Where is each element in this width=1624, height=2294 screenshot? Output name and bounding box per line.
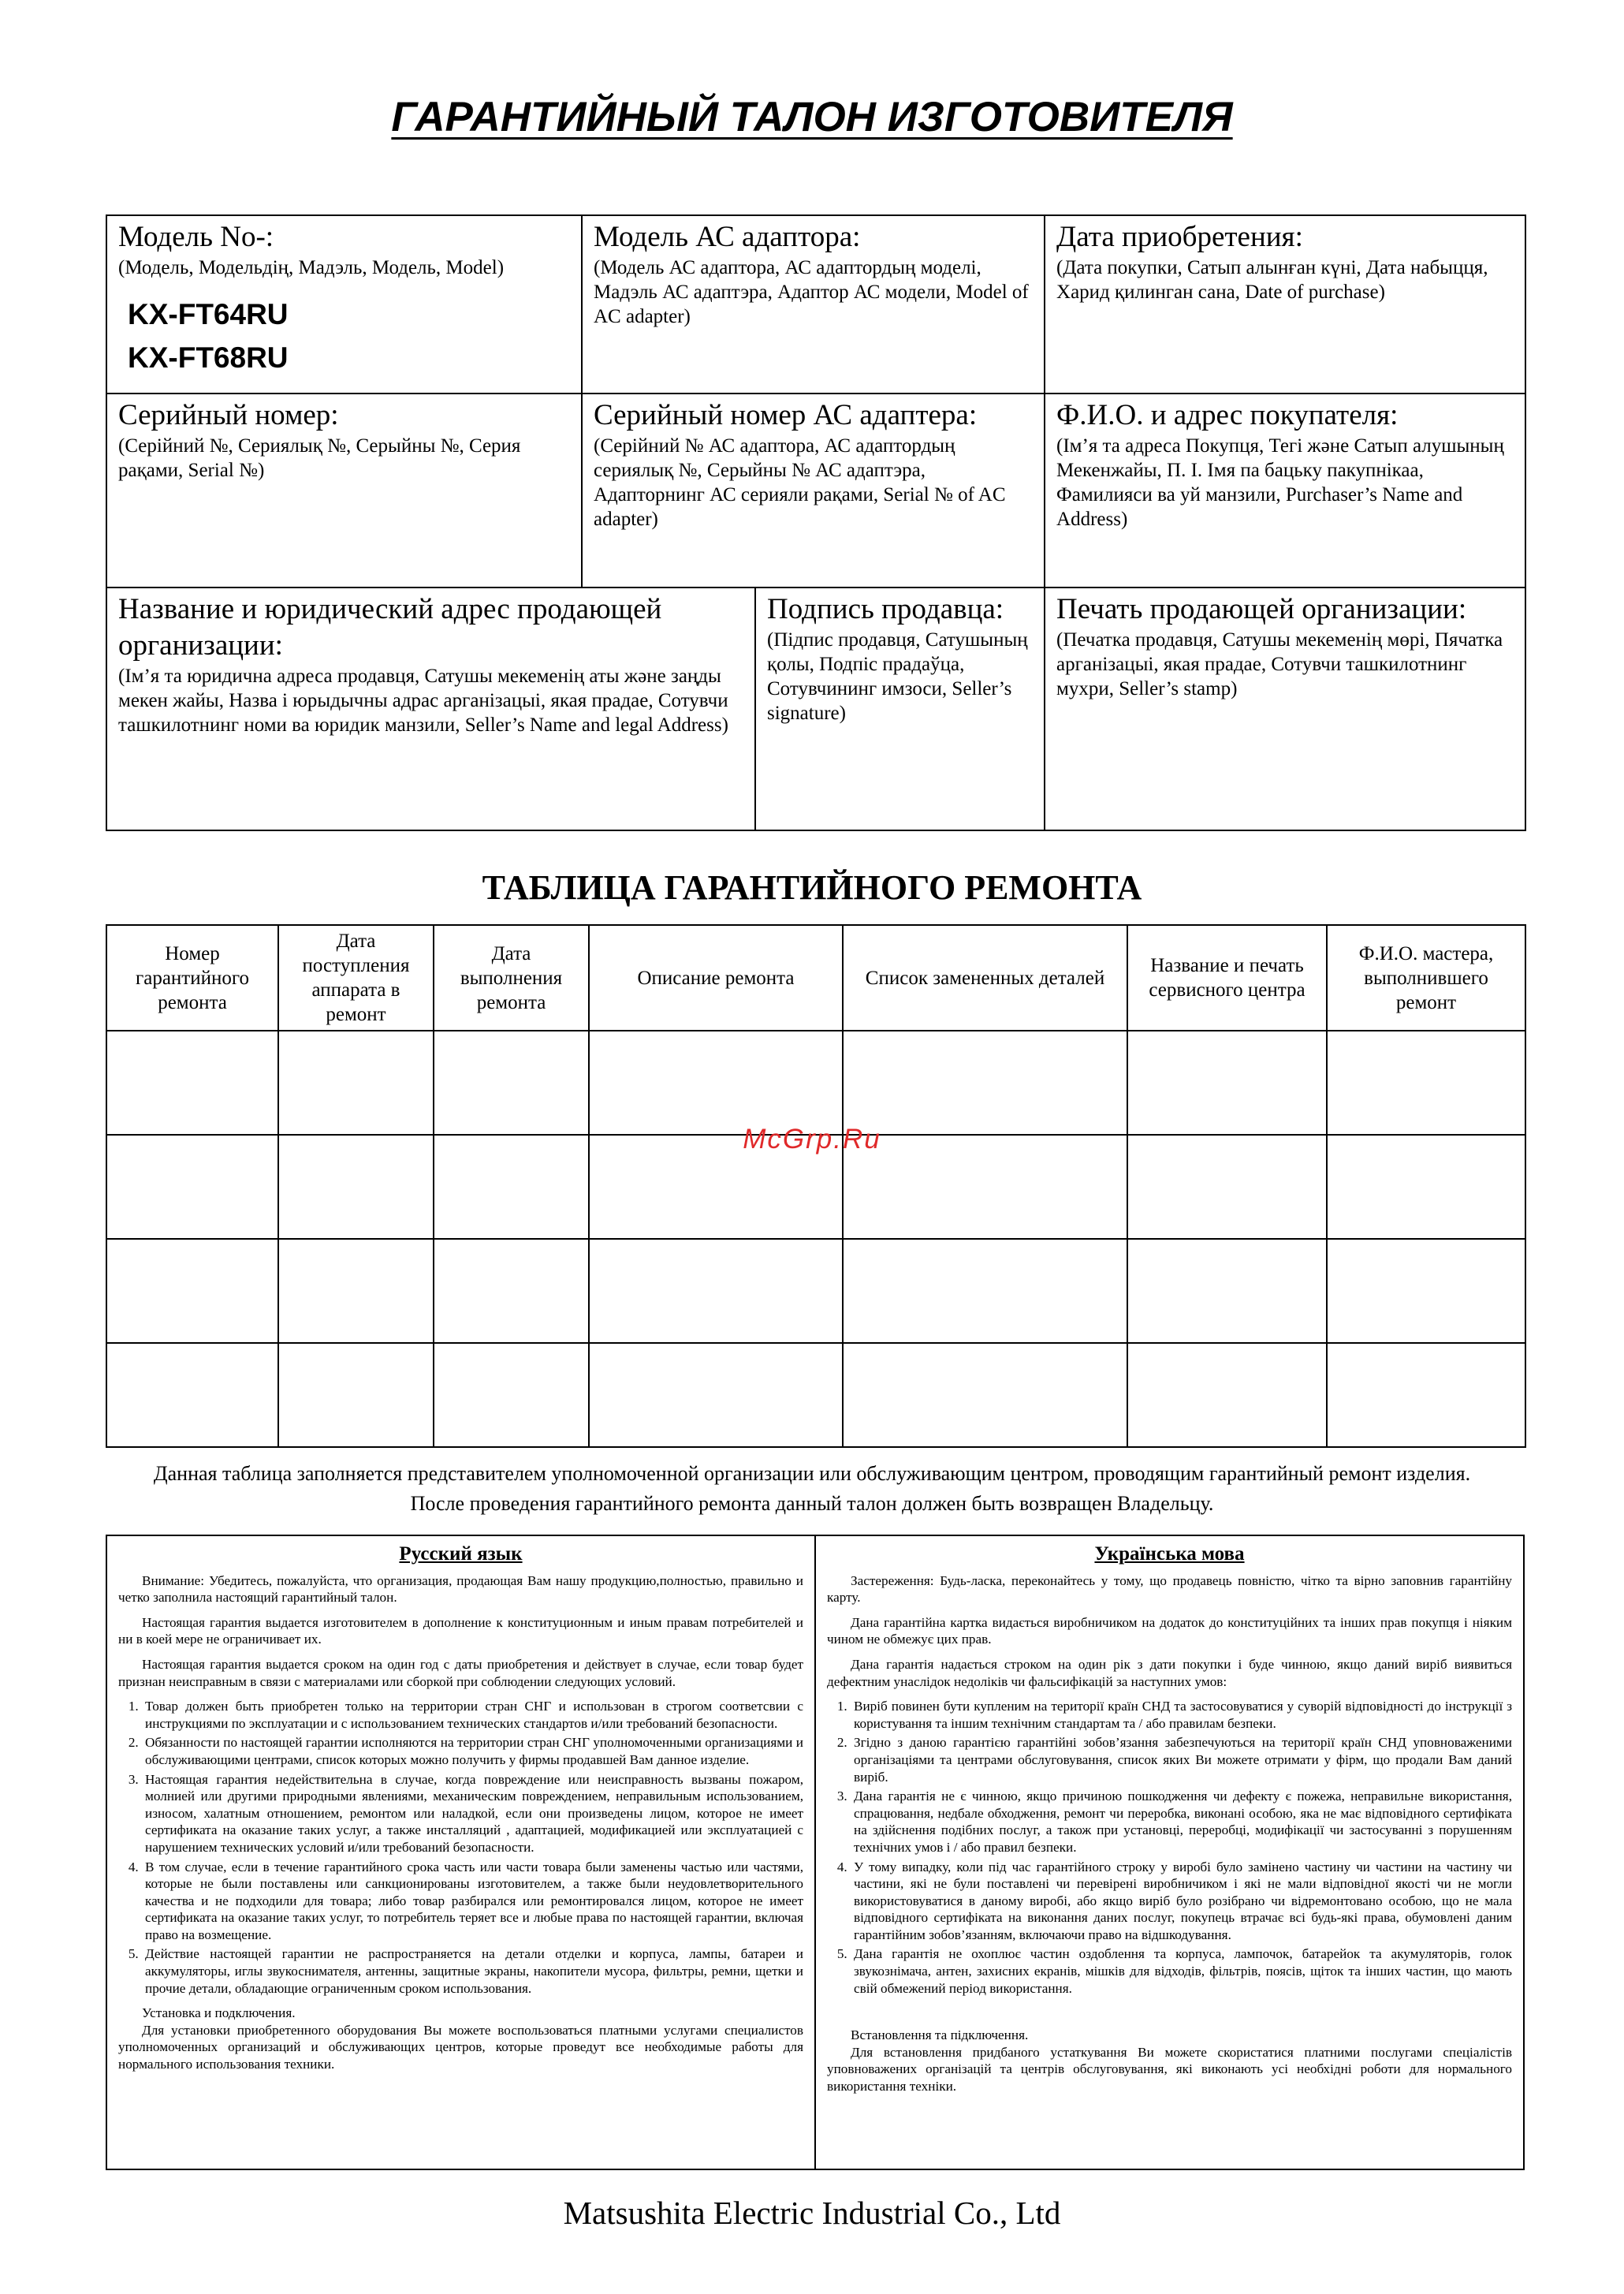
seller-name-cell — [106, 587, 755, 830]
russian-terms — [107, 1536, 814, 2169]
purchase-date-cell — [1045, 215, 1525, 394]
serial-subtitle: (Серійний №, Сериялық №, Серыйны №, Серия рақами, Serial №) — [118, 435, 521, 481]
manufacturer-footer: Matsushita Electric Industrial Co., Ltd — [563, 2195, 1061, 2231]
table-cell[interactable] — [589, 1239, 843, 1343]
seller-name-title: Название и юридический адрес продающей организации: — [118, 593, 662, 662]
note-line: После проведения гарантийного ремонта данный талон должен быть возвращен Владельцу. — [410, 1492, 1214, 1515]
seller-name-subtitle: (Ім’я та юридична адреса продавця, Сатушы мекеменің аты және заңды мекен жайы, Назва і юрыдычны адрас арганізацыі, якая прадае, Сотувчи ташкилотнинг номи ва юридик манзили, Seller’s Name and legal Address) — [118, 666, 728, 736]
model-subtitle: (Модель, Модельдің, Мадэль, Модель, Model) — [118, 257, 505, 278]
table-cell[interactable] — [278, 1239, 434, 1343]
table-cell[interactable] — [434, 1343, 589, 1447]
list-item: 3. Дана гарантія не є чинною, якщо причиною пошкодження чи дефекту є пожежа, неправильне використання, спрацювання, недбале обходження, ремонт чи переробка, виконані особою, яка не має відповідного сертифіката на здійснення подібних послуг, а також при установці, переробці, модифікації чи застосуванні з порушенням технічних умов і / або правил безпеки. — [851, 1788, 1512, 1856]
header-received-date: Дата поступления аппарата в ремонт — [278, 925, 434, 1031]
ac-serial-cell — [582, 394, 1045, 587]
install-title: Встановлення та підключення. — [851, 2027, 1029, 2043]
paragraph: Внимание: Убедитесь, пожалуйста, что организация, продающая Вам нашу продукцию,полностью, правильно и четко заполнила настоящий гарантийный талон. — [118, 1572, 803, 1606]
paragraph: Дана гарантія надається строком на один рік з дати покупки і буде чинною, якщо даний виріб виявиться дефектним унаслідок недоліків чи фальсифікацій за наступних умов: — [827, 1656, 1512, 1689]
table-cell[interactable] — [1127, 1031, 1327, 1135]
install-text: Для встановлення придбаного устаткування Ви можете скористатися платними послугами спеціалістів уповноважених організацій та центрів обслуговування, які виконають усі необхідні роботи для нормального використання техніки. — [827, 2044, 1512, 2094]
document-title: ГАРАНТИЙНЫЙ ТАЛОН ИЗГОТОВИТЕЛЯ — [391, 94, 1233, 140]
list-item: 1. Виріб повинен бути купленим на території країн СНД та застосовуватися у суворій відповідності до інструкції з користування та іншим технічним стандартам та / або правилам безпеки. — [851, 1698, 1512, 1732]
list-item: 4. В том случае, если в течение гарантийного срока часть или части товара были заменены частью или частями, которые не были поставлены или санкционированы изготовителем, а также были неудовлетворительного качества и не подходили для товара; либо товар разбирался или ремонтировался лицом, которое не имеет сертификата на оказание таких услуг, то потребитель теряет все и любые права по настоящей гарантии, включая право на возмещение. — [142, 1859, 803, 1944]
model-values — [118, 293, 570, 379]
ac-model-subtitle: (Модель АС адаптора, АС адаптордың моделі, Мадэль АС адаптэра, Адаптор АС модели, Model of AC adapter) — [594, 257, 1029, 327]
install-title: Установка и подключения. — [142, 2005, 296, 2021]
warranty-info-table — [106, 214, 1526, 831]
seller-signature-title: Подпись продавца: — [767, 593, 1004, 625]
header-repair-number: Номер гарантийного ремонта — [106, 925, 278, 1031]
repair-table-note — [0, 1459, 1624, 1519]
seller-stamp-title: Печать продающей организации: — [1056, 593, 1467, 625]
buyer-subtitle: (Ім’я та адреса Покупця, Тегі және Сатып алушының Мекенжайы, П. І. Імя па бацьку пакупнікаа, Фамилияси ва уй манзили, Purchaser’s Name and Address) — [1056, 435, 1504, 530]
serial-cell — [106, 394, 582, 587]
model-cell — [106, 215, 582, 394]
conditions-list — [118, 1698, 803, 1997]
table-cell[interactable] — [278, 1343, 434, 1447]
install-text: Для установки приобретенного оборудования Вы можете воспользоваться платными услугами специалистов уполномоченных организаций и обслуживающих центров, которые проведут все необходимые работы для нормального использования техники. — [118, 2022, 803, 2072]
model-value: KX-FT68RU — [128, 341, 289, 374]
table-cell[interactable] — [589, 1031, 843, 1135]
table-cell[interactable] — [1327, 1031, 1525, 1135]
table-cell[interactable] — [843, 1031, 1127, 1135]
seller-signature-subtitle: (Підпис продавця, Сатушының қолы, Подпіс прадаўца, Сотувчининг имзоси, Seller’s signature) — [767, 629, 1028, 724]
ukrainian-terms — [814, 1536, 1523, 2169]
table-cell[interactable] — [1127, 1343, 1327, 1447]
paragraph: Настоящая гарантия выдается изготовителем в дополнение к конституционным и иным правам потребителей и ни в коей мере не ограничивает их. — [118, 1614, 803, 1647]
conditions-list — [827, 1698, 1512, 1997]
header-repair-description: Описание ремонта — [589, 925, 843, 1031]
ac-serial-subtitle: (Серійний № АС адаптора, АС адаптордың сериялық №, Серыйны № АС адаптэра, Адапторнинг АС серияли рақами, Serial № of AC adapter) — [594, 435, 1006, 530]
ac-model-cell — [582, 215, 1045, 394]
table-row — [106, 1239, 1525, 1343]
table-cell[interactable] — [843, 1239, 1127, 1343]
seller-stamp-subtitle: (Печатка продавця, Сатушы мекеменің мөрі, Пячатка арганізацыі, якая прадае, Сотувчи ташкилотнинг мухри, Seller’s stamp) — [1056, 629, 1503, 699]
purchase-date-subtitle: (Дата покупки, Сатып алынған күні, Дата набыцця, Харид қилинган сана, Date of purchase) — [1056, 257, 1488, 303]
buyer-cell — [1045, 394, 1525, 587]
serial-title: Серийный номер: — [118, 399, 339, 431]
table-cell[interactable] — [106, 1343, 278, 1447]
model-title: Модель No-: — [118, 221, 274, 253]
table-cell[interactable] — [589, 1343, 843, 1447]
table-cell[interactable] — [1327, 1239, 1525, 1343]
list-item: 5. Действие настоящей гарантии не распространяется на детали отделки и корпуса, лампы, батареи и аккумуляторы, иглы звукоснимателя, антенны, защитные экраны, накопители мусора, фильтры, ремни, щетки и прочие детали, обладающие ограниченным сроком использования. — [142, 1945, 803, 1997]
table-row — [106, 1343, 1525, 1447]
ukrainian-heading: Українська мова — [1094, 1543, 1245, 1565]
warranty-terms-box — [106, 1535, 1525, 2170]
table-cell[interactable] — [106, 1239, 278, 1343]
paragraph: Дана гарантійна картка видається виробничиком на додаток до конституційних та інших прав покупця і ніяким чином не обмежує цих прав. — [827, 1614, 1512, 1647]
ac-model-title: Модель АС адаптора: — [594, 221, 861, 253]
table-cell[interactable] — [434, 1031, 589, 1135]
model-value: KX-FT64RU — [128, 298, 289, 330]
note-line: Данная таблица заполняется представителем уполномоченной организации или обслуживающим центром, проводящим гарантийный ремонт изделия. — [153, 1462, 1471, 1485]
paragraph: Застереження: Будь-ласка, переконайтесь у тому, що продавець повністю, чітко та вірно заповнив гарантійну карту. — [827, 1572, 1512, 1606]
repair-table — [106, 924, 1526, 1448]
list-item: 5. Дана гарантія не охоплює частин оздоблення та корпуса, лампочок, батарейок та акумуляторів, голок звукознімача, антен, захисних екранів, мішків для відходів, фільтрів, поясів, щіток та інших частин, що мають свій обмежений період використання. — [851, 1945, 1512, 1997]
table-cell[interactable] — [1127, 1239, 1327, 1343]
header-completed-date: Дата выполнения ремонта — [434, 925, 589, 1031]
list-item: 2. Згідно з даною гарантією гарантійні зобов’язання забезпечуються на території країн СНД уповноваженими організаціями та центрами обслуговування, список яких Ви можете отримати у фірм, що продали Вам даний виріб. — [851, 1734, 1512, 1785]
table-cell[interactable] — [106, 1031, 278, 1135]
seller-stamp-cell — [1045, 587, 1525, 830]
buyer-title: Ф.И.О. и адрес покупателя: — [1056, 399, 1399, 431]
table-cell[interactable] — [278, 1031, 434, 1135]
russian-heading: Русский язык — [399, 1543, 523, 1565]
header-service-center: Название и печать сервисного центра — [1127, 925, 1327, 1031]
list-item: 3. Настоящая гарантия недействительна в случае, когда повреждение или неисправность вызваны пожаром, молнией или другими природными явлениями, механическим повреждением, неправильным использованием, износом, халатным отношением, ремонтом или наладкой, если они произведены лицом, которое не имеет сертификата на оказание таких услуг, а также инсталляций , адаптацией, модификацией или эксплуатацией с нарушением технических условий и/или требований безопасности. — [142, 1771, 803, 1856]
list-item: 2. Обязанности по настоящей гарантии исполняются на территории стран СНГ уполномоченными организациями и обслуживающими центрами, список которых можно получить у фирмы продавшей Вам данное изделие. — [142, 1734, 803, 1768]
table-cell[interactable] — [434, 1239, 589, 1343]
repair-header-row — [106, 925, 1525, 1031]
table-cell[interactable] — [1327, 1343, 1525, 1447]
purchase-date-title: Дата приобретения: — [1056, 221, 1303, 253]
ac-serial-title: Серийный номер АС адаптера: — [594, 399, 978, 431]
watermark: McGrp.Ru — [743, 1124, 881, 1154]
paragraph: Настоящая гарантия выдается сроком на один год с даты приобретения и действует в случае, если товар будет признан неисправным в связи с материалами или сборкой при соблюдении следующих условий. — [118, 1656, 803, 1689]
table-row — [106, 1031, 1525, 1135]
seller-signature-cell — [755, 587, 1045, 830]
header-technician: Ф.И.О. мастера, выполнившего ремонт — [1327, 925, 1525, 1031]
table-cell[interactable] — [843, 1343, 1127, 1447]
list-item: 1. Товар должен быть приобретен только на территории стран СНГ и использован в строгом соответсвии с инструкциями по эксплуатации и с использованием технических стандартов и/или требований безопасности. — [142, 1698, 803, 1732]
repair-table-title: ТАБЛИЦА ГАРАНТИЙНОГО РЕМОНТА — [482, 868, 1142, 907]
list-item: 4. У тому випадку, коли під час гарантійного строку у виробі було замінено частину чи частини на частину чи частини, які не були поставлені чи перевірені виробничиком і які не мали відповідної якості чи не могли використовуватися в даному виробі, або якщо виріб було розібрано чи відремонтовано особою, що не мала відповідного сертифіката на виконання даних послуг, покупець втрачає всі будь-які права, обумовлені даним гарантійним зобов’язанням, включаючи право на відшкодування. — [851, 1859, 1512, 1944]
header-replaced-parts: Список замененных деталей — [843, 925, 1127, 1031]
